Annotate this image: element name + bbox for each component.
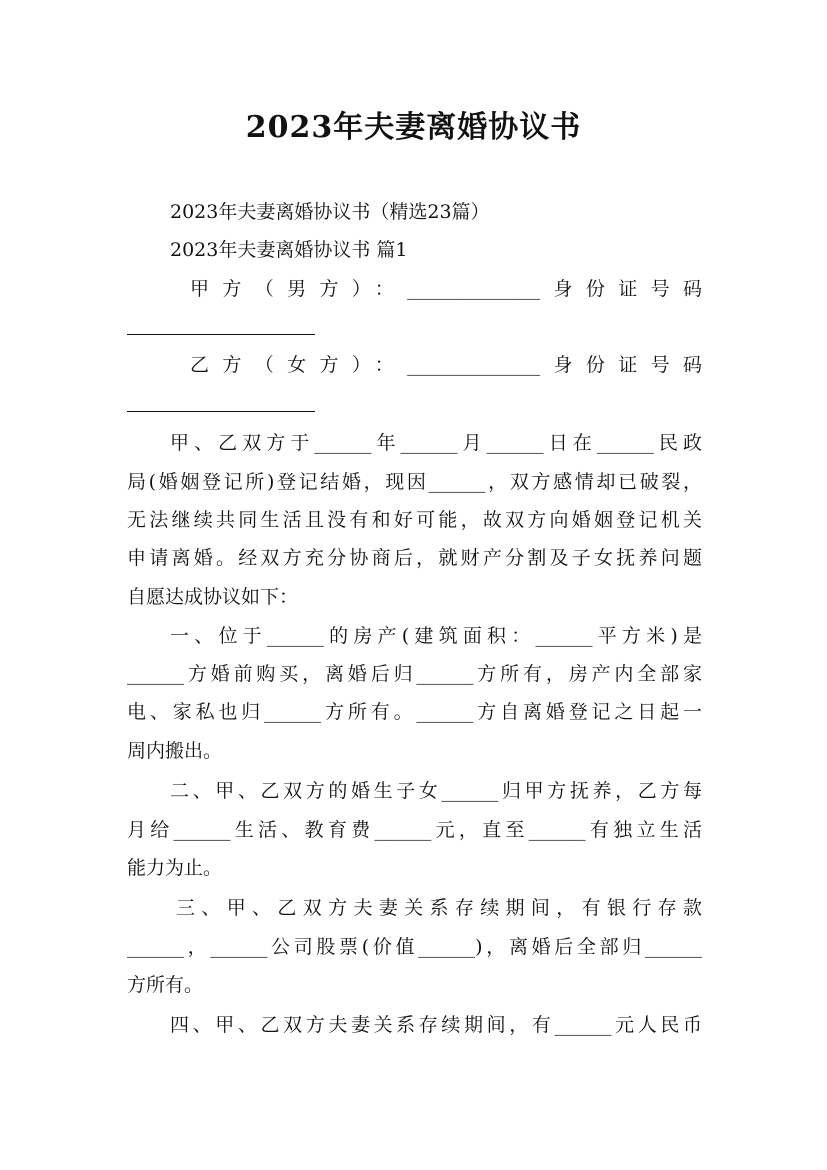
clause-3-line: ______，______公司股票(价值______)，离婚后全部归______ <box>127 936 702 958</box>
section-heading: 2023年夫妻离婚协议书 篇1 <box>170 239 408 261</box>
paragraph-line: 甲、乙双方于______年______月______日在______民政 <box>170 432 702 454</box>
party-a-id-blank <box>127 334 315 335</box>
paragraph-line: 无法继续共同生活且没有和好可能，故双方向婚姻登记机关 <box>127 509 702 531</box>
clause-2-line: 能力为止。 <box>127 857 223 879</box>
clause-1-line: 电、家私也归______方所有。______方自离婚登记之日起一 <box>127 701 702 723</box>
party-a-line: 甲方（男方）：______________身份证号码 <box>190 278 702 300</box>
party-b-id-blank <box>127 411 315 412</box>
party-b-line: 乙方（女方）：______________身份证号码 <box>190 354 702 376</box>
clause-1-line: 周内搬出。 <box>127 740 223 762</box>
clause-3-line: 三、甲、乙双方夫妻关系存续期间，有银行存款 <box>176 897 702 919</box>
clause-2-line: 月给______生活、教育费______元，直至______有独立生活 <box>127 819 702 841</box>
document-subtitle: 2023年夫妻离婚协议书（精选23篇） <box>170 201 490 223</box>
clause-1-line: ______方婚前购买，离婚后归______方所有，房产内全部家 <box>127 663 702 685</box>
clause-1-line: 一、位于______的房产(建筑面积：______平方米)是 <box>170 625 702 647</box>
clause-2-line: 二、甲、乙双方的婚生子女______归甲方抚养，乙方每 <box>170 780 702 802</box>
clause-3-line: 方所有。 <box>127 974 204 996</box>
paragraph-line: 局(婚姻登记所)登记结婚，现因______，双方感情却已破裂， <box>127 471 702 493</box>
clause-4-line: 四、甲、乙双方夫妻关系存续期间，有______元人民币 <box>170 1014 702 1036</box>
document-title: 2023年夫妻离婚协议书 <box>245 110 582 145</box>
paragraph-line: 申请离婚。经双方充分协商后，就财产分割及子女抚养问题 <box>127 547 702 569</box>
paragraph-line: 自愿达成协议如下： <box>127 586 299 608</box>
